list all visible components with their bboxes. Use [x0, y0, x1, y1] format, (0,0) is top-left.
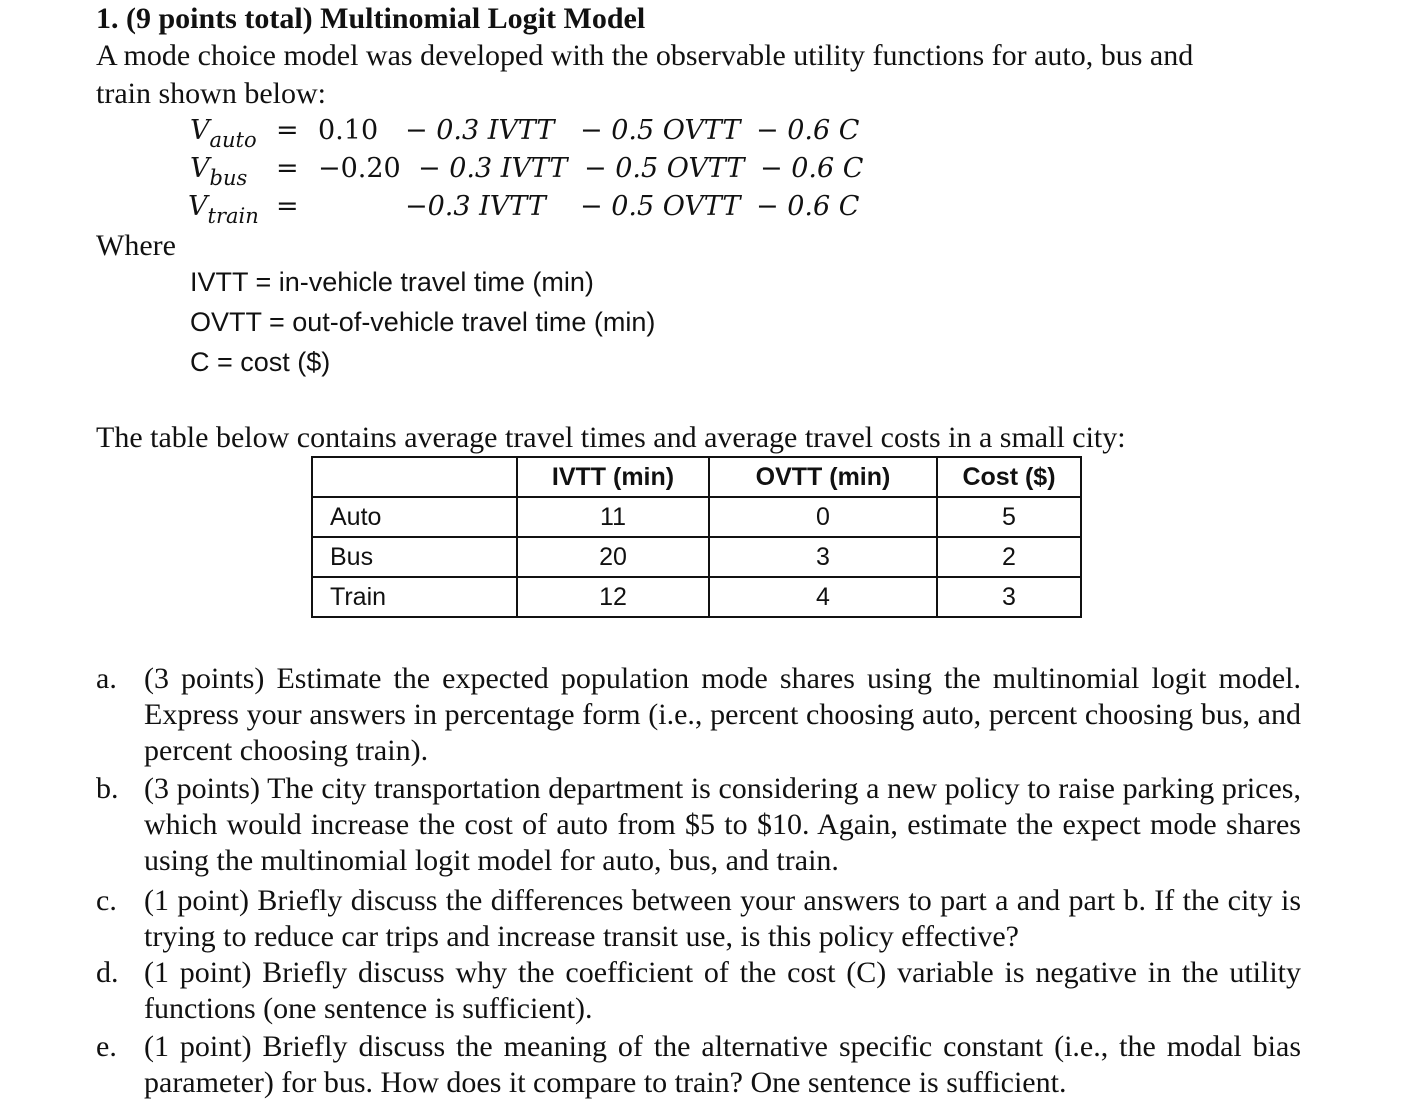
table-header-cell: Cost ($) — [937, 457, 1081, 497]
table-cell: Bus — [312, 537, 517, 577]
table-cell: 0 — [709, 497, 937, 537]
table-row — [312, 537, 1081, 577]
table-cell: 20 — [517, 537, 709, 577]
table-header-cell: IVTT (min) — [517, 457, 709, 497]
equals-sign: = — [276, 115, 299, 146]
equation-bus-ovtt: − 0.5 OVTT — [584, 153, 745, 184]
equation-train-ovtt: − 0.5 OVTT — [580, 191, 741, 222]
question-text: (3 points) The city transportation department is considering a new policy to raise parking prices, which would increase the cost of auto from $5 to $10. Again, estimate the expect mode shares using the multinomial logit model for auto, bus, and train. — [144, 772, 1301, 877]
intro-line-1: A mode choice model was developed with the observable utility functions for auto, bus and — [96, 39, 1194, 72]
equation-train-lhs: $V_{train}$ — [188, 191, 259, 228]
table-cell: 2 — [937, 537, 1081, 577]
question-letter: d. — [96, 956, 119, 989]
equals-sign: = — [276, 153, 299, 184]
equation-auto-ovtt: − 0.5 OVTT — [580, 115, 741, 146]
equation-bus-lhs: $V_{bus}$ — [190, 153, 248, 190]
question-d — [96, 955, 1301, 1027]
table-cell: 12 — [517, 577, 709, 617]
question-text: (1 point) Briefly discuss why the coefficient of the cost (C) variable is negative in the utility functions (one sentence is sufficient). — [144, 956, 1301, 1025]
question-e — [96, 1029, 1301, 1101]
question-text: (1 point) Briefly discuss the differences between your answers to part a and part b. If the city is trying to reduce car trips and increase transit use, is this policy effective? — [144, 884, 1301, 953]
table-header-cell — [312, 457, 517, 497]
question-text: (3 points) Estimate the expected population mode shares using the multinomial logit model. Express your answers in percentage form (i.e., percent choosing auto, percent choosing bus, and percent choosing train). — [144, 662, 1301, 767]
travel-data-table — [311, 456, 1082, 618]
table-intro: The table below contains average travel times and average travel costs in a small city: — [96, 421, 1126, 454]
definition-ivtt: IVTT = in-vehicle travel time (min) — [190, 267, 594, 297]
question-text: (1 point) Briefly discuss the meaning of the alternative specific constant (i.e., the modal bias parameter) for bus. How does it compare to train? One sentence is sufficient. — [144, 1030, 1301, 1099]
question-a — [96, 661, 1301, 769]
table-cell: 11 — [517, 497, 709, 537]
equation-train-cost: − 0.6 C — [756, 191, 860, 222]
question-letter: e. — [96, 1030, 117, 1063]
equation-bus-ivtt: − 0.3 IVTT — [418, 153, 568, 184]
table-header-row — [312, 457, 1081, 497]
table-cell: 5 — [937, 497, 1081, 537]
question-letter: a. — [96, 662, 117, 695]
table-row — [312, 497, 1081, 537]
equation-auto-cost: − 0.6 C — [756, 115, 860, 146]
where-label: Where — [96, 229, 176, 262]
equals-sign: = — [276, 191, 299, 222]
definition-ovtt: OVTT = out-of-vehicle travel time (min) — [190, 307, 656, 337]
definition-cost: C = cost ($) — [190, 347, 331, 377]
equation-auto-constant: 0.10 — [318, 115, 379, 146]
intro-line-2: train shown below: — [96, 77, 326, 110]
equation-auto-ivtt: − 0.3 IVTT — [405, 115, 555, 146]
table-cell: Auto — [312, 497, 517, 537]
equation-train-ivtt: −0.3 IVTT — [405, 191, 546, 222]
question-letter: c. — [96, 884, 117, 917]
equation-bus-cost: − 0.6 C — [760, 153, 864, 184]
table-cell: 3 — [709, 537, 937, 577]
problem-title: 1. (9 points total) Multinomial Logit Model — [96, 2, 646, 35]
table-cell: 4 — [709, 577, 937, 617]
table-row — [312, 577, 1081, 617]
question-b — [96, 771, 1301, 879]
table-cell: 3 — [937, 577, 1081, 617]
equation-auto-lhs: $V_{auto}$ — [190, 115, 257, 152]
table-cell: Train — [312, 577, 517, 617]
question-letter: b. — [96, 772, 119, 805]
table-header-cell: OVTT (min) — [709, 457, 937, 497]
question-c — [96, 883, 1301, 955]
equation-bus-constant: −0.20 — [318, 153, 401, 184]
